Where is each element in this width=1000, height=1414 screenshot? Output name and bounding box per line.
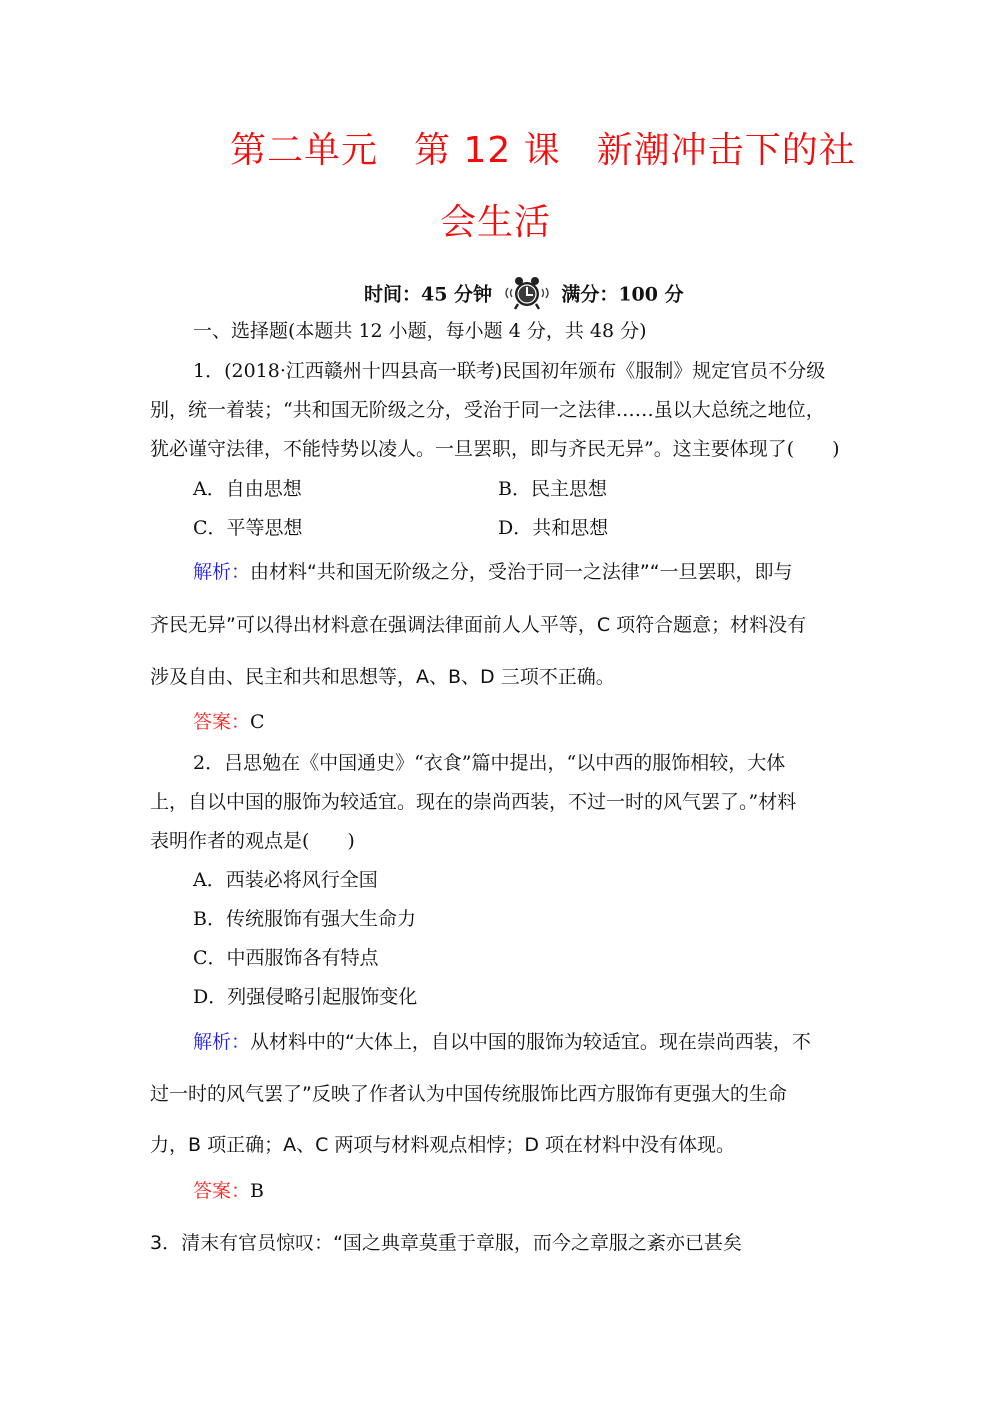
- question-1-option-d[interactable]: D．共和思想: [498, 517, 609, 539]
- title-lesson: 第 12 课: [414, 130, 561, 171]
- title-unit: 第二单元: [230, 130, 379, 171]
- answer-value: C: [250, 711, 265, 733]
- question-1-answer: [193, 707, 265, 734]
- question-2-option-b[interactable]: B．传统服饰有强大生命力: [193, 908, 416, 930]
- analysis-text: 由材料“共和国无阶级之分，受治于同一之法律”“一旦罢职，即与: [250, 561, 793, 583]
- question-2-option-c[interactable]: C．中西服饰各有特点: [193, 947, 379, 969]
- question-1-analysis-line-1: [193, 557, 793, 584]
- question-2-stem-line-3: 表明作者的观点是( ): [150, 830, 355, 852]
- question-1-stem-line-2: 别，统一着装；“共和国无阶级之分，受治于同一之法律……虽以大总统之地位，: [150, 399, 825, 421]
- exam-info: [364, 276, 684, 315]
- answer-label: 答案：: [193, 711, 251, 733]
- title-topic: 新潮冲击下的社: [596, 130, 856, 171]
- question-2-option-a[interactable]: A．西装必将风行全国: [193, 869, 378, 891]
- analysis-text: 从材料中的“大体上，自以中国的服饰为较适宜。现在崇尚西装，不: [250, 1031, 811, 1053]
- section-heading: 一、选择题(本题共 12 小题，每小题 4 分，共 48 分): [193, 320, 647, 342]
- analysis-label: 解析：: [193, 561, 251, 583]
- question-1-stem-line-3: 犹必谨守法律，不能恃势以凌人。一旦罢职，即与齐民无异”。这主要体现了( ): [150, 438, 840, 460]
- question-2-option-d[interactable]: D．列强侵略引起服饰变化: [193, 986, 418, 1008]
- question-1-option-a[interactable]: A．自由思想: [193, 478, 302, 500]
- question-2-analysis-line-2: 过一时的风气罢了”反映了作者认为中国传统服饰比西方服饰有更强大的生命: [150, 1083, 787, 1105]
- question-1-analysis-line-3: 涉及自由、民主和共和思想等，A、B、D 三项不正确。: [150, 666, 615, 688]
- question-2-stem-line-1: 2．吕思勉在《中国通史》“衣食”篇中提出，“以中西的服饰相较，大体: [193, 752, 786, 774]
- question-1-option-b[interactable]: B．民主思想: [498, 478, 607, 500]
- document-title-line-2: 会生活: [440, 202, 552, 243]
- document-title-line-1: [230, 122, 856, 173]
- question-2-stem-line-2: 上，自以中国的服饰为较适宜。现在的崇尚西装，不过一时的风气罢了。”材料: [150, 791, 797, 813]
- question-2-analysis-line-3: 力，B 项正确；A、C 两项与材料观点相悖；D 项在材料中没有体现。: [150, 1134, 736, 1156]
- alarm-clock-icon: [499, 276, 555, 315]
- question-1-stem-line-1: 1．(2018·江西赣州十四县高一联考)民国初年颁布《服制》规定官员不分级: [193, 360, 826, 382]
- question-2-answer: [193, 1176, 264, 1203]
- question-3-stem-line-1: 3．清末有官员惊叹：“国之典章莫重于章服，而今之章服之紊亦已甚矣: [150, 1232, 742, 1254]
- full-score: 满分：100 分: [561, 283, 684, 306]
- answer-label: 答案：: [193, 1180, 251, 1202]
- time-limit: 时间：45 分钟: [364, 283, 493, 306]
- answer-value: B: [250, 1180, 264, 1202]
- question-2-analysis-line-1: [193, 1027, 811, 1054]
- analysis-label: 解析：: [193, 1031, 251, 1053]
- question-1-analysis-line-2: 齐民无异”可以得出材料意在强调法律面前人人平等，C 项符合题意；材料没有: [150, 614, 807, 636]
- question-1-option-c[interactable]: C．平等思想: [193, 517, 303, 539]
